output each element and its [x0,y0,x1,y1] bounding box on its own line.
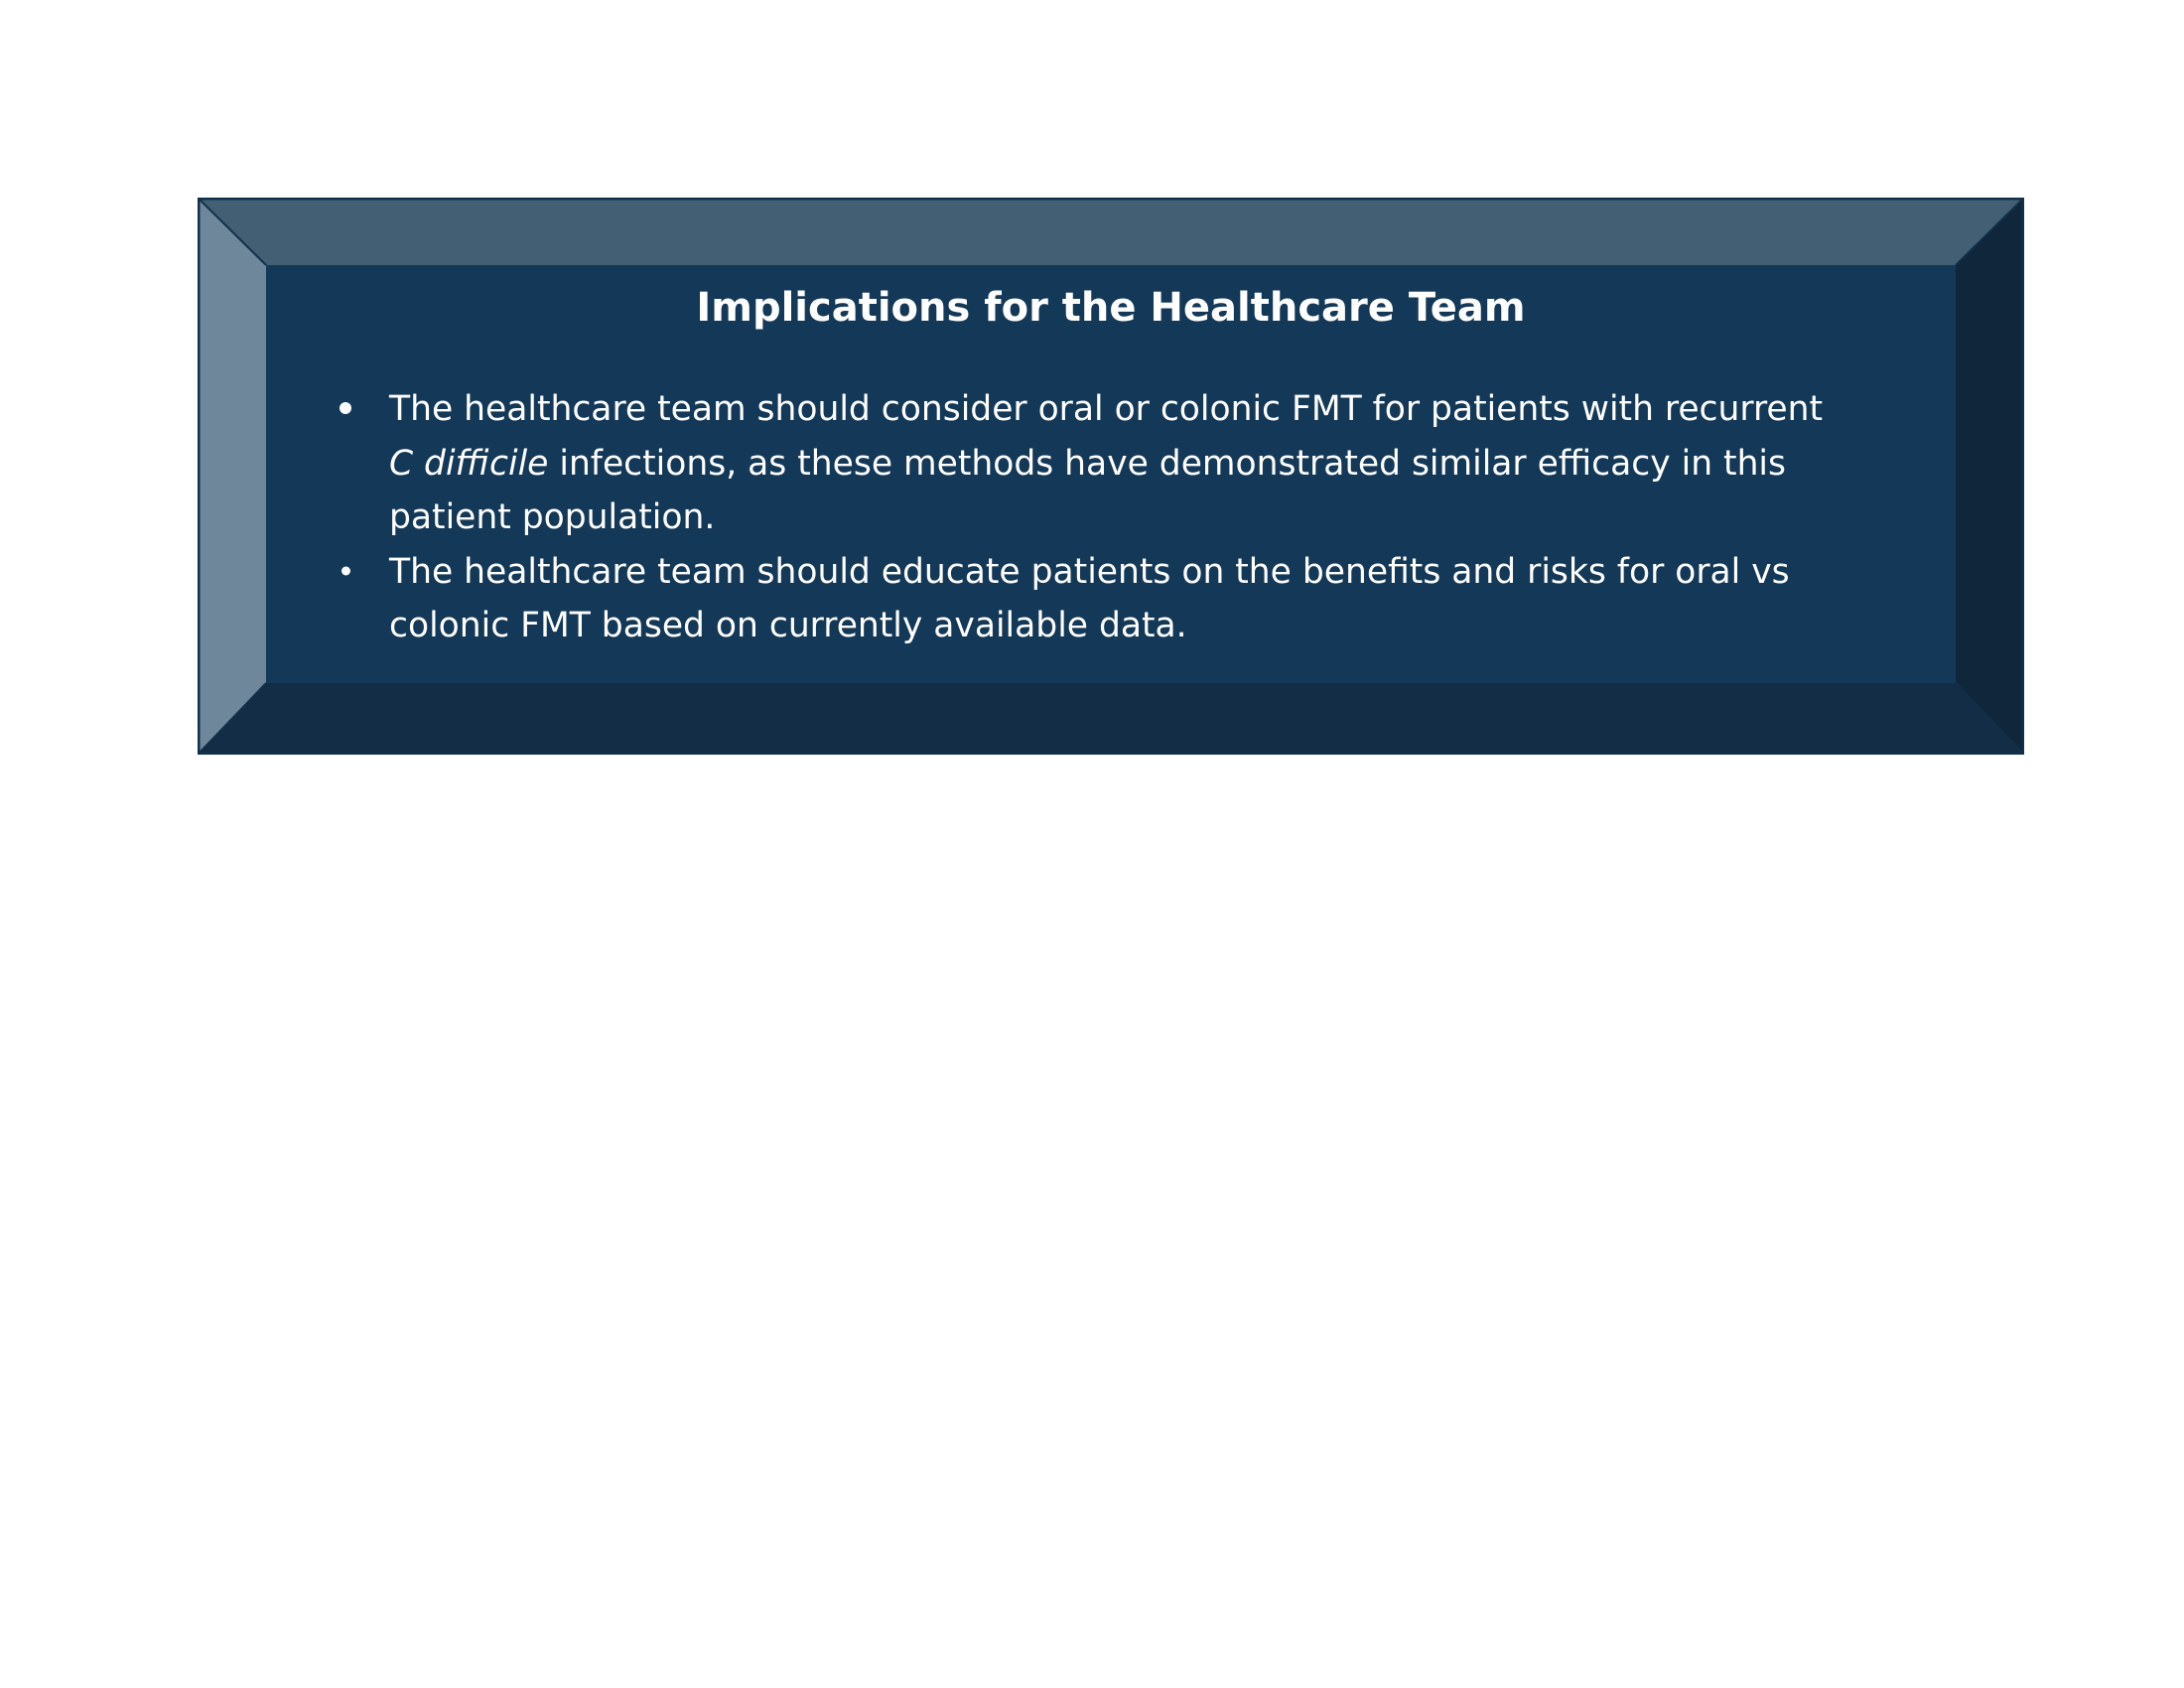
list-item [266,545,1956,653]
bullet-line: colonic FMT based on currently available data. [389,606,1187,645]
bullet-line [389,437,1916,492]
bevel-bottom [198,683,2024,755]
bullet-text: infections, as these methods have demonstrated similar efficacy in this [548,443,1786,484]
bevel-right [1956,198,2024,755]
bullet-line: The healthcare team should consider oral or colonic FMT for patients with recurrent [389,389,1824,429]
organism-name: C difficile [389,443,549,484]
bullet-line: patient population. [389,497,716,537]
box-content [266,265,1956,683]
bevel-left [198,198,266,755]
bullet-list [266,382,1956,653]
implications-box [198,198,2024,755]
bullet-icon [341,566,350,575]
bullet-icon [340,402,351,414]
bevel-top [198,198,2024,265]
list-item [266,382,1956,545]
bullet-line: The healthcare team should educate patients on the benefits and risks for oral vs [389,551,1790,592]
box-title: Implications for the Healthcare Team [696,285,1526,331]
